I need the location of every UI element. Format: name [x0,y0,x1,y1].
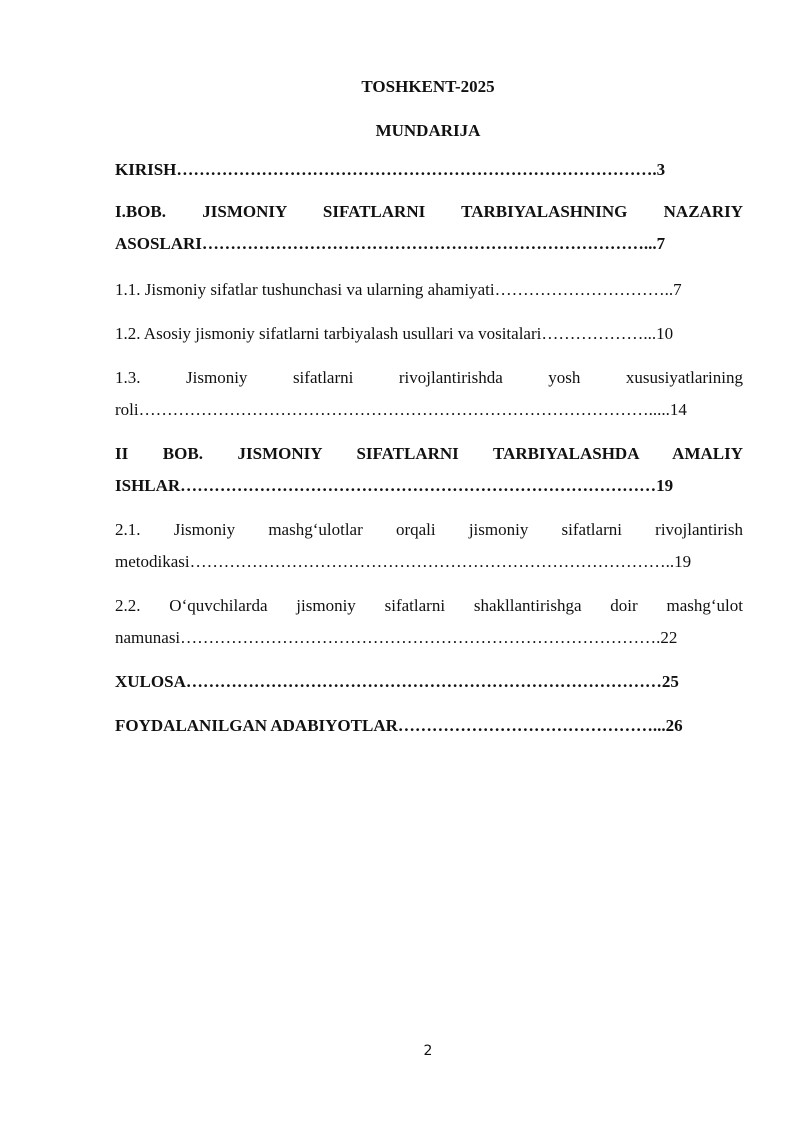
toc-entry-1-2: 1.2. Asosiy jismoniy sifatlarni tarbiyalash usullari va vositalari………………...10 [115,324,674,343]
toc-entry-chapter-2: II BOB. JISMONIY SIFATLARNI TARBIYALASHDA AMALIY ISHLAR…………………………………………………………………………19 [115,444,743,495]
table-of-contents [115,154,743,742]
toc-entry-xulosa: XULOSA…………………………………………………………………………25 [115,672,679,691]
toc-entry-references: FOYDALANILGAN ADABIYOTLAR………………………………………...26 [115,716,683,735]
toc-entry-1-1: 1.1. Jismoniy sifatlar tushunchasi va ularning ahamiyati…………………………..7 [115,280,682,299]
page-number: 2 [423,1043,433,1059]
toc-title: MUNDARIJA [375,121,481,140]
toc-entry-kirish: KIRISH………………………………………………………………………….3 [115,160,666,179]
toc-entry-2-1: 2.1. Jismoniy mashg‘ulotlar orqali jismoniy sifatlarni rivojlantirish metodikasi…………………………………………………………………………..19 [115,520,743,571]
toc-entry-1-3: 1.3. Jismoniy sifatlarni rivojlantirishda yosh xususiyatlarining roli……………………………………………………………………………….....14 [115,368,743,419]
toc-entry-2-2: 2.2. O‘quvchilarda jismoniy sifatlarni shakllantirishga doir mashg‘ulot namunasi………………………………………………………………………….22 [115,596,743,647]
toc-entry-chapter-1: I.BOB. JISMONIY SIFATLARNI TARBIYALASHNING NAZARIY ASOSLARI……………………………………………………………………...7 [115,202,743,253]
city-year-heading: TOSHKENT-2025 [361,77,495,96]
